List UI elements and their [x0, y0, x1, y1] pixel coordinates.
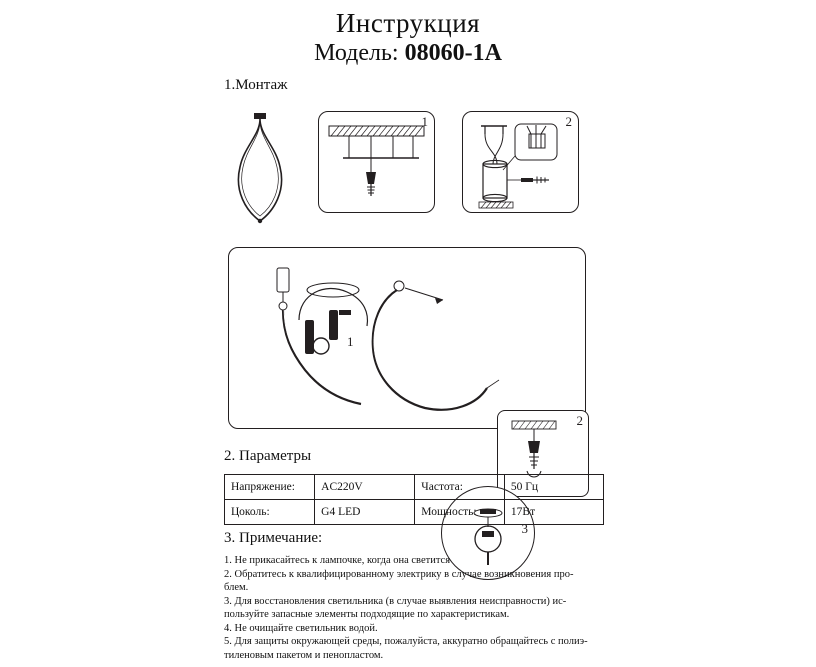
- note-line: 1. Не прикасайтесь к лампочке, когда она светится: [224, 555, 451, 566]
- table-row: [225, 500, 604, 525]
- step-number-sub-1: 1: [347, 334, 354, 349]
- param-value: 50 Гц: [504, 475, 603, 500]
- note-line: тиленовым пакетом и пенопластом.: [224, 649, 384, 661]
- param-value: 17Вт: [504, 500, 603, 525]
- step-number-1: 1: [421, 114, 428, 129]
- parameters-table: [224, 474, 604, 525]
- step-number-sub-3: 3: [521, 521, 528, 536]
- page-title: Инструкция: [335, 8, 481, 38]
- notes-list: [224, 554, 624, 662]
- note-line: 2. Обратитесь к квалифицированному электрику в случае возникновения про-: [224, 568, 574, 580]
- param-value: AC220V: [315, 475, 415, 500]
- note-line: блем.: [224, 582, 249, 593]
- table-row: [225, 475, 604, 500]
- step-number-sub-2: 2: [576, 413, 583, 428]
- step-number-2: 2: [565, 114, 572, 129]
- model-line: [0, 40, 816, 67]
- note-line: пользуйте запасные элементы подходящие по характеристикам.: [224, 609, 510, 620]
- wire-connector-icon: [463, 112, 578, 212]
- model-label: Модель:: [314, 40, 399, 66]
- param-value: G4 LED: [315, 500, 415, 525]
- section-heading-params: 2. Параметры: [224, 448, 312, 464]
- section-heading-notes: 3. Примечание:: [224, 530, 323, 546]
- figure-step-2: [462, 111, 579, 213]
- param-key: Частота:: [415, 475, 505, 500]
- model-value: 08060-1A: [404, 40, 502, 66]
- param-key: Мощность:: [415, 500, 505, 525]
- lamp-assembly-icon: [229, 248, 585, 428]
- note-line: 5. Для защиты окружающей среды, пожалуйста, аккуратно обращайтесь с полиэ-: [224, 636, 588, 647]
- note-line: 4. Не очищайте светильник водой.: [224, 622, 378, 634]
- param-key: Напряжение:: [225, 475, 315, 500]
- param-key: Цоколь:: [225, 500, 315, 525]
- note-line: 3. Для восстановления светильника (в случае выявления неисправности) ис-: [224, 595, 567, 607]
- figure-step-1: [318, 111, 435, 213]
- section-heading-mount: 1.Монтаж: [224, 77, 288, 93]
- ceiling-mount-icon: [319, 112, 434, 212]
